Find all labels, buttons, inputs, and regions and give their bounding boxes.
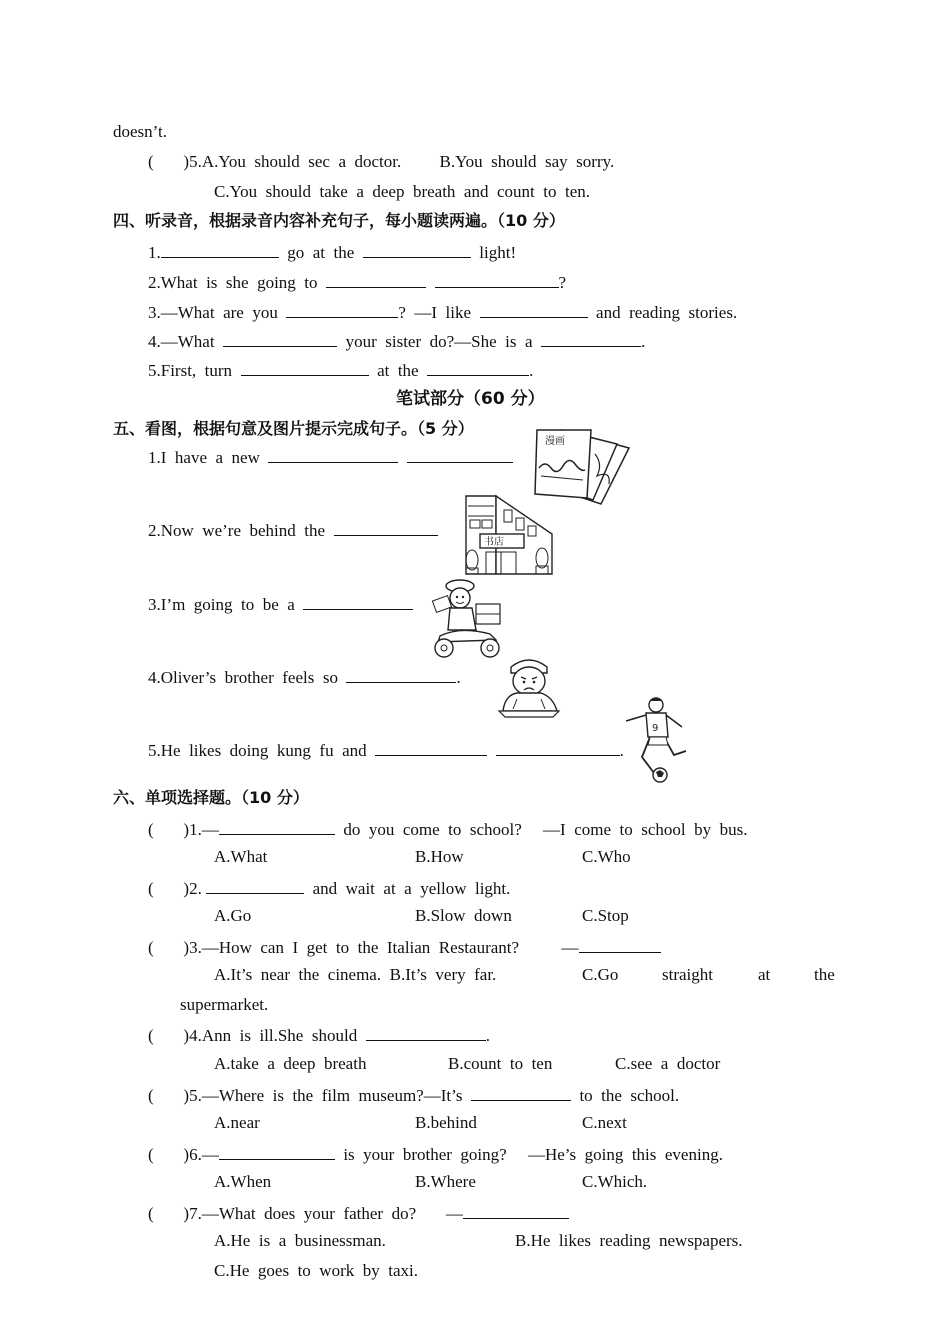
s6-q3-option-c-continued[interactable]: supermarket. (180, 995, 269, 1014)
s5-question-1: 1.I have a new (148, 446, 513, 468)
s6-q4-option-c[interactable]: C.see a doctor (615, 1054, 721, 1073)
s6-q1-option-a[interactable]: A.What (214, 847, 268, 866)
s6-q1-option-c[interactable]: C.Who (582, 847, 631, 866)
s6-question-3: ( )3.—How can I get to the Italian Restaurant? — (148, 936, 661, 958)
answer-blank[interactable] (268, 446, 398, 463)
s6-q3-option-c-word[interactable]: at (758, 965, 771, 984)
s5-question-3: 3.I’m going to be a (148, 593, 413, 615)
answer-blank[interactable] (496, 739, 620, 756)
svg-text:9: 9 (652, 723, 659, 734)
s4-question-1: 1. go at the light! (148, 243, 517, 262)
answer-blank[interactable] (303, 593, 413, 610)
answer-blank[interactable] (286, 301, 398, 318)
answer-blank[interactable] (407, 446, 513, 463)
continued-text: doesn’t. (113, 122, 167, 141)
svg-text:漫画: 漫画 (545, 436, 565, 447)
section-6-title: 六、单项选择题。（10 分） (113, 788, 309, 807)
s6-question-5: ( )5.—Where is the film museum?—It’s to the school. (148, 1086, 680, 1105)
s6-q4-option-b[interactable]: B.count to ten (448, 1054, 553, 1073)
s6-question-2: ( )2. and wait at a yellow light. (148, 879, 511, 898)
s6-q2-option-a[interactable]: A.Go (214, 906, 252, 925)
s6-q3-option-c-word[interactable]: straight (662, 965, 713, 984)
s6-q6-option-b[interactable]: B.Where (415, 1172, 476, 1191)
s6-q6-option-a[interactable]: A.When (214, 1172, 272, 1191)
s6-question-1: ( )1.— do you come to school? —I come to school by bus. (148, 820, 748, 839)
answer-blank[interactable] (161, 241, 279, 258)
s6-q5-option-a[interactable]: A.near (214, 1113, 260, 1132)
answer-blank[interactable] (480, 301, 588, 318)
written-part-title: 笔试部分（60 分） (396, 389, 545, 409)
answer-blank[interactable] (435, 271, 559, 288)
answer-blank[interactable] (334, 519, 438, 536)
s4-question-3: 3.—What are you ? —I like and reading stories. (148, 303, 738, 322)
answer-blank[interactable] (219, 818, 335, 835)
postman-picture (430, 576, 506, 660)
s4-question-2: 2.What is she going to ? (148, 273, 567, 292)
s6-q3-option-c-word[interactable]: C.Go (582, 965, 619, 984)
answer-blank[interactable] (363, 241, 471, 258)
s4-question-5: 5.First, turn at the . (148, 361, 534, 380)
section-5-title: 五、看图，根据句意及图片提示完成句子。（5 分） (113, 419, 474, 438)
section-4-title: 四、听录音，根据录音内容补充句子，每小题读两遍。（10 分） (113, 211, 565, 230)
s6-q1-option-b[interactable]: B.How (415, 847, 464, 866)
s6-q2-option-c[interactable]: C.Stop (582, 906, 629, 925)
s6-q7-option-a[interactable]: A.He is a businessman. (214, 1231, 386, 1250)
s5-question-5: 5.He likes doing kung fu and . (148, 741, 624, 760)
question-4-5-option-c: C.You should take a deep breath and count to ten. (214, 182, 590, 201)
svg-text:书店: 书店 (484, 537, 504, 548)
s6-q5-option-b[interactable]: B.behind (415, 1113, 477, 1132)
s4-question-4: 4.—What your sister do?—She is a . (148, 332, 646, 351)
s6-q4-option-a[interactable]: A.take a deep breath (214, 1054, 367, 1073)
s6-question-4: ( )4.Ann is ill.She should . (148, 1026, 490, 1045)
answer-blank[interactable] (241, 359, 369, 376)
answer-blank[interactable] (366, 1024, 486, 1041)
answer-blank[interactable] (463, 1202, 569, 1219)
s6-q7-option-c[interactable]: C.He goes to work by taxi. (214, 1261, 418, 1280)
s6-question-7: ( )7.—What does your father do? — (148, 1202, 569, 1224)
answer-blank[interactable] (375, 739, 487, 756)
s5-question-4: 4.Oliver’s brother feels so . (148, 668, 461, 687)
answer-blank[interactable] (326, 271, 426, 288)
answer-blank[interactable] (471, 1084, 571, 1101)
question-4-5: ( )5.A.You should sec a doctor. B.You should say sorry. (148, 152, 615, 171)
s6-question-6: ( )6.— is your brother going? —He’s going this evening. (148, 1145, 723, 1164)
answer-blank[interactable] (219, 1143, 335, 1160)
answer-blank[interactable] (541, 330, 641, 347)
answer-blank[interactable] (206, 877, 304, 894)
bookshop-picture (460, 490, 556, 578)
answer-blank[interactable] (346, 666, 456, 683)
answer-blank[interactable] (427, 359, 529, 376)
s6-q3-option-ab[interactable]: A.It’s near the cinema. B.It’s very far. (214, 965, 497, 984)
s6-q3-option-c-word[interactable]: the (814, 965, 835, 984)
s6-q5-option-c[interactable]: C.next (582, 1113, 627, 1132)
answer-blank[interactable] (579, 936, 661, 953)
s6-q6-option-c[interactable]: C.Which. (582, 1172, 648, 1191)
sad-boy-picture (495, 653, 563, 719)
football-player-picture (620, 695, 696, 785)
answer-blank[interactable] (223, 330, 337, 347)
s6-q2-option-b[interactable]: B.Slow down (415, 906, 512, 925)
s5-question-2: 2.Now we’re behind the (148, 519, 438, 541)
s6-q7-option-b[interactable]: B.He likes reading newspapers. (515, 1231, 743, 1250)
